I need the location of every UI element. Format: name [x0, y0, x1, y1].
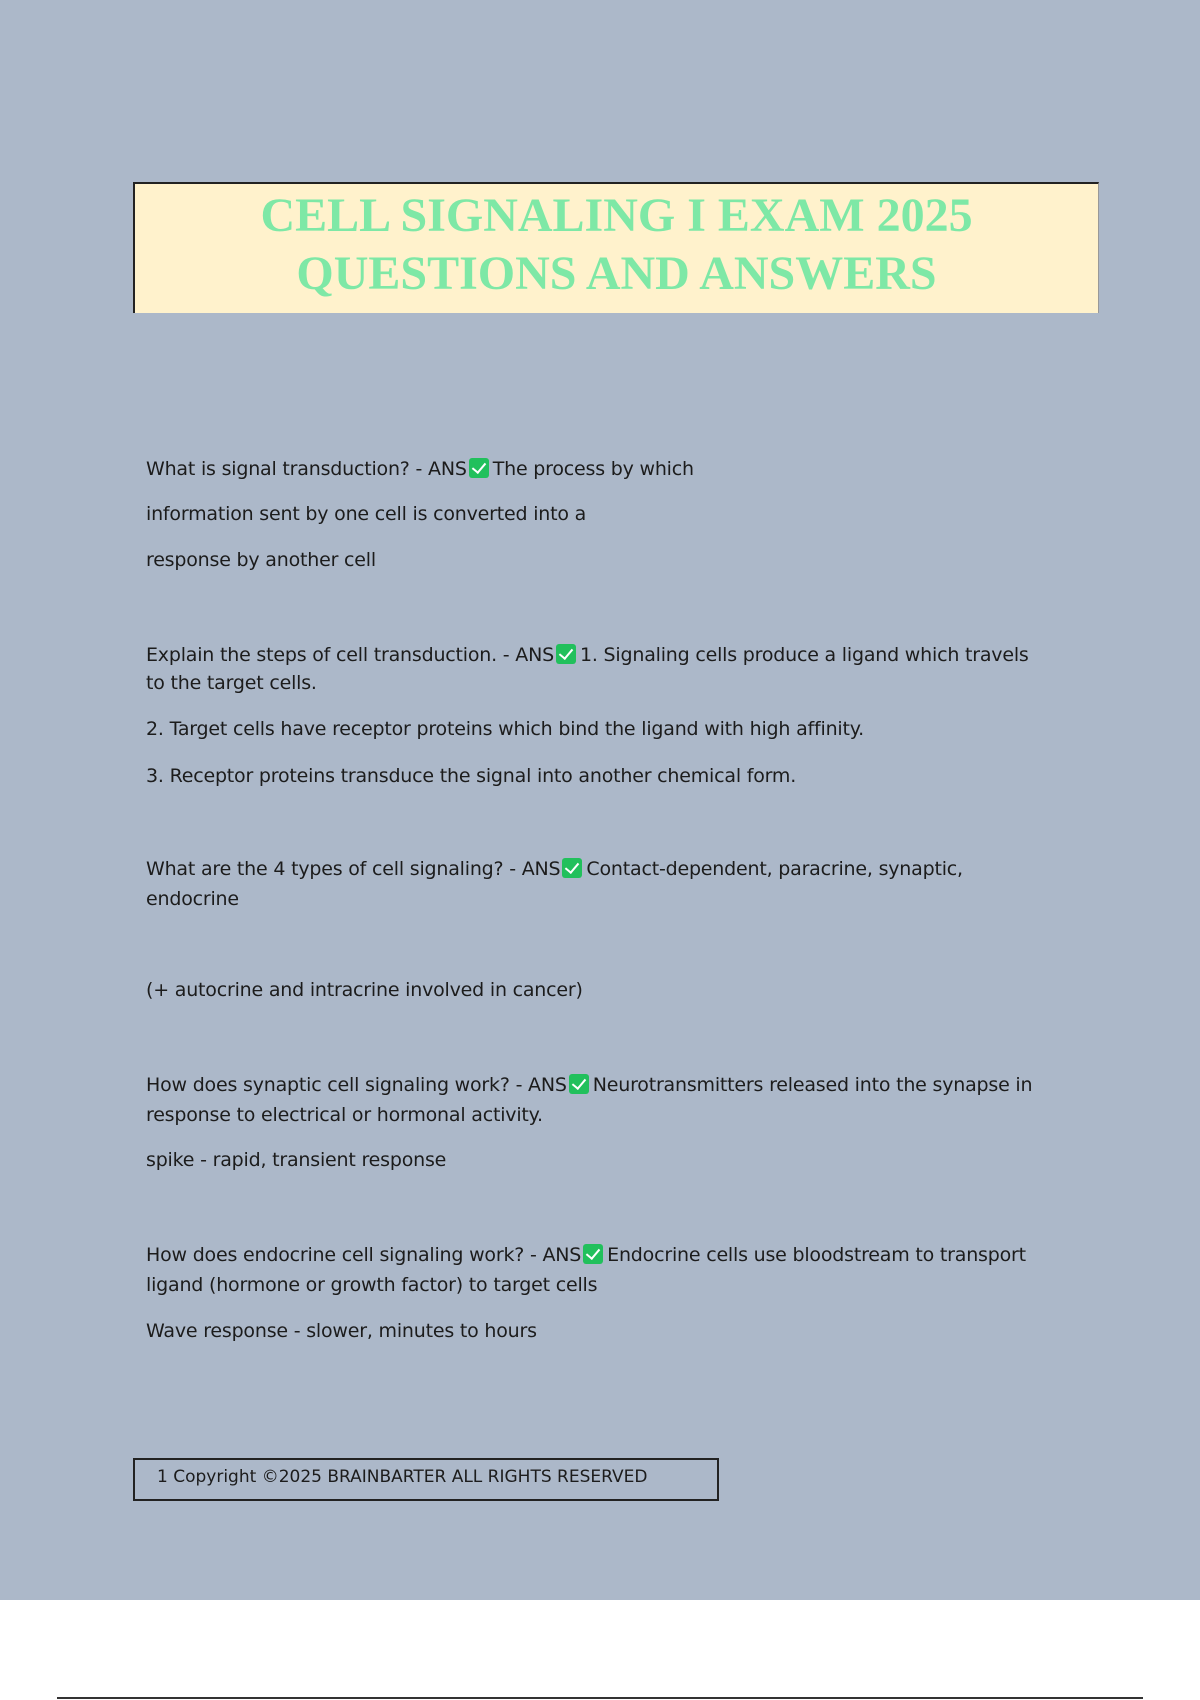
- check-mark-icon: [469, 458, 489, 478]
- qa-line: [146, 454, 694, 484]
- copyright-box: [133, 1458, 719, 1501]
- qa-line: [146, 1240, 1026, 1270]
- answer-text: 3. Receptor proteins transduce the signal into another chemical form.: [146, 765, 797, 787]
- answer-text: Contact-dependent, paracrine, synaptic,: [586, 858, 963, 880]
- question-text: How does synaptic cell signaling work? - ANS: [146, 1074, 567, 1096]
- qa-line: [146, 1070, 1032, 1100]
- answer-text: 1. Signaling cells produce a ligand which travels: [579, 644, 1029, 666]
- answer-text: information sent by one cell is converted into a: [146, 503, 587, 525]
- bottom-divider: [57, 1697, 1143, 1699]
- title-line-1: CELL SIGNALING I EXAM 2025: [260, 189, 973, 242]
- question-text: What are the 4 types of cell signaling? - ANS: [146, 858, 561, 880]
- answer-text: ligand (hormone or growth factor) to target cells: [146, 1274, 598, 1296]
- answer-text: (+ autocrine and intracrine involved in cancer): [146, 979, 583, 1001]
- answer-text: The process by which: [492, 458, 694, 480]
- answer-text: spike - rapid, transient response: [146, 1149, 447, 1171]
- answer-text: Neurotransmitters released into the synapse in: [592, 1074, 1033, 1096]
- answer-text: endocrine: [146, 888, 239, 910]
- check-mark-icon: [562, 858, 582, 878]
- answer-text: Endocrine cells use bloodstream to transport: [607, 1244, 1026, 1266]
- check-mark-icon: [556, 644, 576, 664]
- copyright-text: 1 Copyright ©2025 BRAINBARTER ALL RIGHTS RESERVED: [157, 1467, 648, 1487]
- answer-text: response by another cell: [146, 549, 376, 571]
- answer-text: Wave response - slower, minutes to hours: [146, 1320, 537, 1342]
- qa-line: [146, 854, 963, 884]
- check-mark-icon: [583, 1244, 603, 1264]
- question-text: What is signal transduction? - ANS: [146, 458, 467, 480]
- answer-text: to the target cells.: [146, 672, 317, 694]
- answer-text: response to electrical or hormonal activity.: [146, 1104, 543, 1126]
- check-mark-icon: [569, 1074, 589, 1094]
- question-text: Explain the steps of cell transduction. - ANS: [146, 644, 554, 666]
- answer-text: 2. Target cells have receptor proteins which bind the ligand with high affinity.: [146, 718, 864, 740]
- title-box: [133, 182, 1099, 313]
- question-text: How does endocrine cell signaling work? - ANS: [146, 1244, 582, 1266]
- title-line-2: QUESTIONS AND ANSWERS: [296, 247, 937, 300]
- qa-line: [146, 640, 1029, 670]
